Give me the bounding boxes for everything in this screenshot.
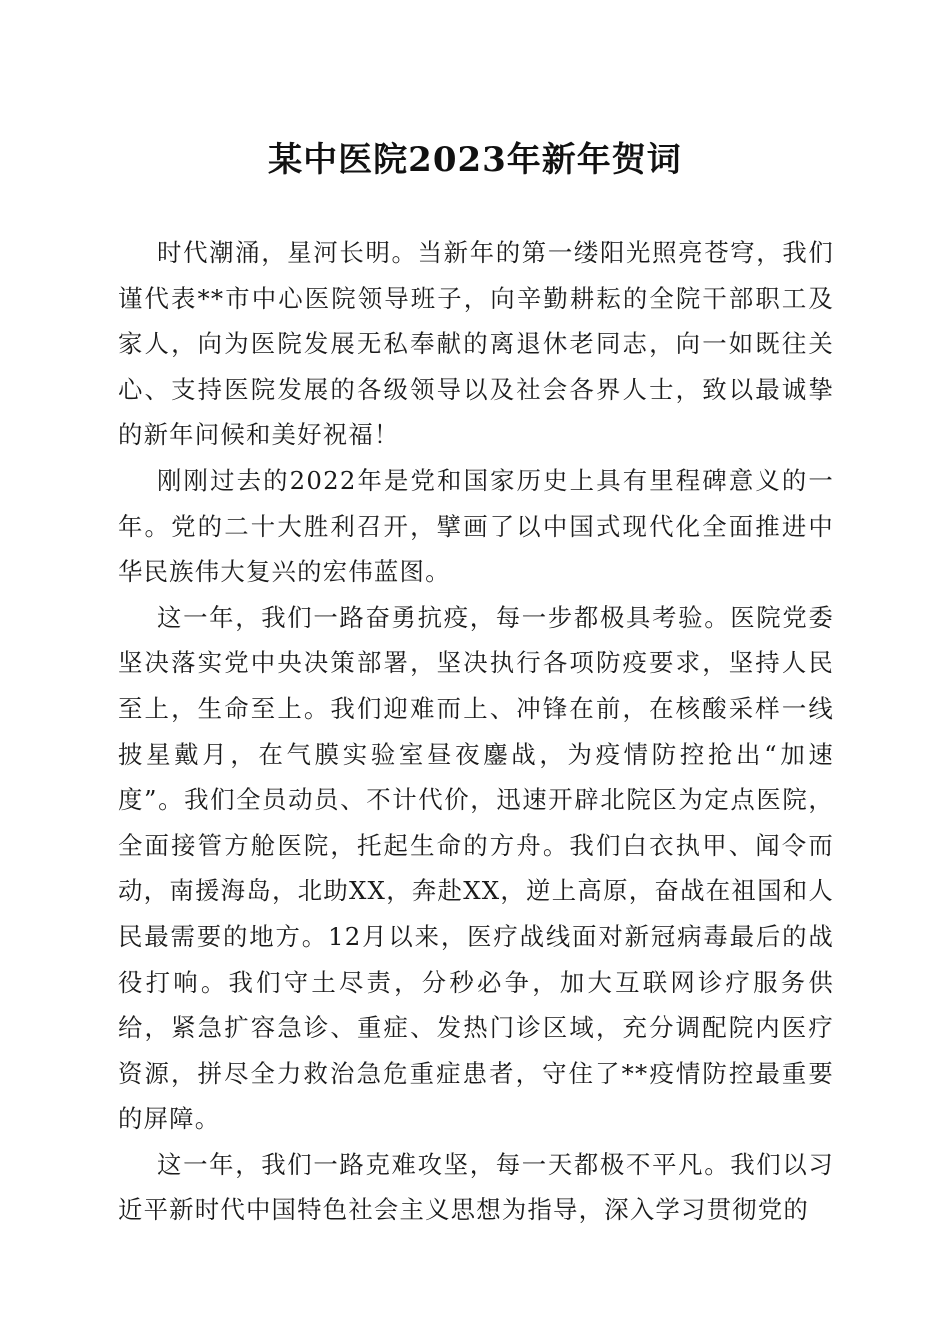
- paragraph: 刚刚过去的2022年是党和国家历史上具有里程碑意义的一年。党的二十大胜利召开，擘画了以中国式现代化全面推进中华民族伟大复兴的宏伟蓝图。: [118, 465, 834, 587]
- paragraph: 时代潮涌，星河长明。当新年的第一缕阳光照亮苍穹，我们谨代表**市中心医院领导班子，向辛勤耕耘的全院干部职工及家人，向为医院发展无私奉献的离退休老同志，向一如既往关心、支持医院发展的各级领导以及社会各界人士，致以最诚挚的新年问候和美好祝福！: [118, 238, 834, 450]
- document-body: [118, 230, 834, 1233]
- document-title: 某中医院2023年新年贺词: [268, 140, 682, 180]
- paragraph: 这一年，我们一路克难攻坚，每一天都极不平凡。我们以习近平新时代中国特色社会主义思想为指导，深入学习贯彻党的: [118, 1149, 834, 1225]
- paragraph: 这一年，我们一路奋勇抗疫，每一步都极具考验。医院党委坚决落实党中央决策部署，坚决执行各项防疫要求，坚持人民至上，生命至上。我们迎难而上、冲锋在前，在核酸采样一线披星戴月，在气膜实验室昼夜鏖战，为疫情防控抢出“加速度”。我们全员动员、不计代价，迅速开辟北院区为定点医院，全面接管方舱医院，托起生命的方舟。我们白衣执甲、闻令而动，南援海岛，北助XX，奔赴XX，逆上高原，奋战在祖国和人民最需要的地方。12月以来，医疗战线面对新冠病毒最后的战役打响。我们守土尽责，分秒必争，加大互联网诊疗服务供给，紧急扩容急诊、重症、发热门诊区域，充分调配院内医疗资源，拼尽全力救治急危重症患者，守住了**疫情防控最重要的屏障。: [118, 602, 834, 1134]
